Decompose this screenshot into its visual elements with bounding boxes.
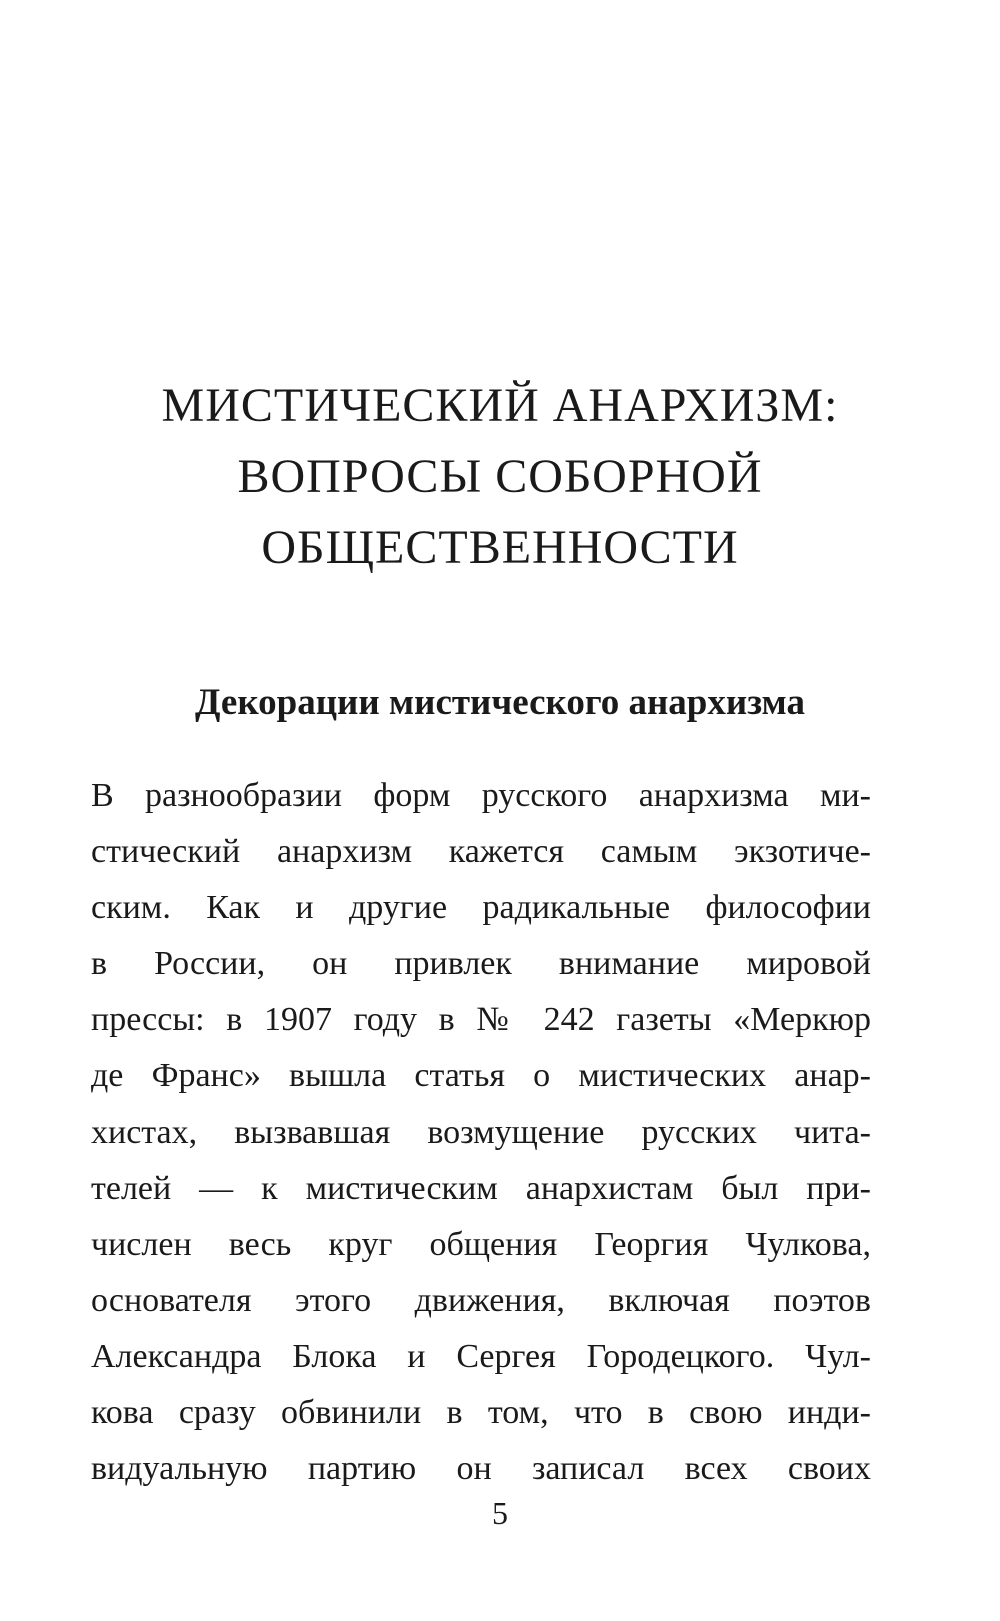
body-paragraph bbox=[91, 768, 871, 1497]
text-line: телей — к мистическим анархистам был при- bbox=[91, 1169, 871, 1207]
text-line: Александра Блока и Сергея Городецкого. Чул- bbox=[91, 1337, 871, 1375]
text-line: кова сразу обвинили в том, что в свою инди- bbox=[91, 1394, 871, 1432]
text-line: В разнообразии форм русского анархизма ми- bbox=[91, 777, 871, 814]
chapter-title bbox=[60, 370, 940, 583]
text-line: видуальную партию он записал всех своих bbox=[91, 1450, 871, 1488]
text-line: основателя этого движения, включая поэтов bbox=[91, 1281, 871, 1319]
text-line: числен весь круг общения Георгия Чулкова, bbox=[91, 1225, 871, 1263]
text-line: де Франс» вышла статья о мистических анар- bbox=[91, 1057, 871, 1095]
chapter-title-line: ОБЩЕСТВЕННОСТИ bbox=[261, 521, 739, 574]
section-title: Декорации мистического анархизма bbox=[194, 682, 805, 723]
chapter-title-line: МИСТИЧЕСКИЙ АНАРХИЗМ: bbox=[161, 379, 839, 432]
chapter-title-line: ВОПРОСЫ СОБОРНОЙ bbox=[237, 450, 763, 503]
text-line: хистах, вызвавшая возмущение русских чита- bbox=[91, 1113, 871, 1151]
page-number: 5 bbox=[492, 1495, 508, 1531]
text-line: ским. Как и другие радикальные философии bbox=[91, 889, 871, 927]
text-line: в России, он привлек внимание мировой bbox=[91, 945, 871, 983]
text-line: прессы: в 1907 году в № 242 газеты «Меркюр bbox=[91, 1001, 871, 1039]
text-line: стический анархизм кажется самым экзотиче- bbox=[91, 833, 871, 871]
